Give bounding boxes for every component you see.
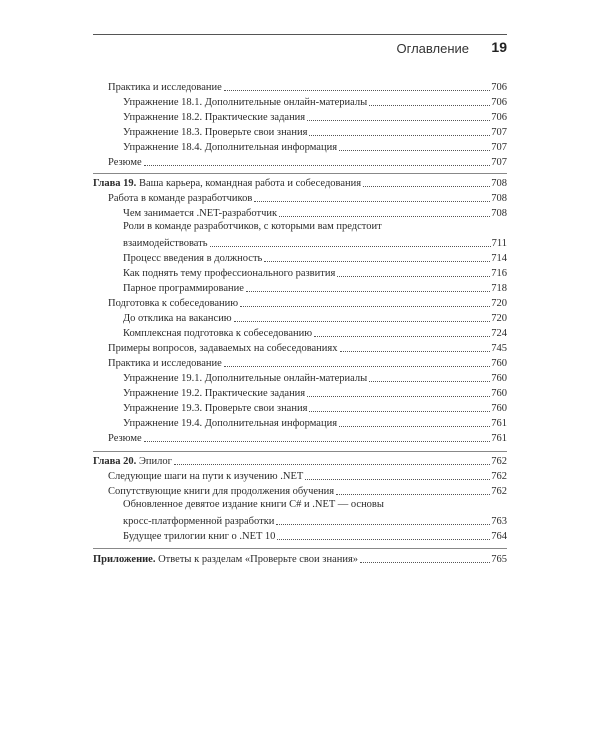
chapter-separator bbox=[93, 548, 507, 549]
toc-entry-ninth-edition-line1[interactable]: Обновленное девятое издание книги C# и .NET — основы bbox=[123, 499, 384, 510]
toc-entry-summary-18[interactable]: Резюме 707 bbox=[108, 157, 507, 168]
toc-entry-practice-18[interactable]: Практика и исследование 706 bbox=[108, 82, 507, 93]
chapter-separator bbox=[93, 173, 507, 174]
toc-entry-next-steps[interactable]: Следующие шаги на пути к изучению .NET 762 bbox=[108, 471, 507, 482]
toc-entry-exercise-19-1[interactable]: Упражнение 19.1. Дополнительные онлайн-материалы 760 bbox=[123, 373, 507, 384]
toc-entry-team[interactable]: Работа в команде разработчиков 708 bbox=[108, 193, 507, 204]
chapter-label: Глава 20. bbox=[93, 456, 137, 467]
toc-entry-before-apply[interactable]: До отклика на вакансию 720 bbox=[123, 313, 507, 324]
toc-entry-chapter-20[interactable]: Глава 20. Эпилог 762 bbox=[93, 456, 507, 467]
header-page-number: 19 bbox=[491, 39, 507, 55]
toc-entry-interview-prep[interactable]: Подготовка к собеседованию 720 bbox=[108, 298, 507, 309]
toc-entry-dotnet-developer[interactable]: Чем занимается .NET-разработчик 708 bbox=[123, 208, 507, 219]
toc-entry-exercise-19-2[interactable]: Упражнение 19.2. Практические задания 760 bbox=[123, 388, 507, 399]
toc-entry-summary-19[interactable]: Резюме 761 bbox=[108, 433, 507, 444]
toc-entry-appendix[interactable]: Приложение. Ответы к разделам «Проверьте свои знания» 765 bbox=[93, 554, 507, 565]
chapter-label: Глава 19. bbox=[93, 178, 137, 189]
toc-entry-practice-19[interactable]: Практика и исследование 760 bbox=[108, 358, 507, 369]
toc-entry-exercise-18-2[interactable]: Упражнение 18.2. Практические задания 706 bbox=[123, 112, 507, 123]
toc-entry-pair-programming[interactable]: Парное программирование 718 bbox=[123, 283, 507, 294]
toc-entry-chapter-19[interactable]: Глава 19. Ваша карьера, командная работа и собеседования 708 bbox=[93, 178, 507, 189]
toc-entry-roles-line1[interactable]: Роли в команде разработчиков, с которыми вам предстоит bbox=[123, 221, 382, 232]
toc-entry-exercise-18-4[interactable]: Упражнение 18.4. Дополнительная информация 707 bbox=[123, 142, 507, 153]
toc-entry-complex-prep[interactable]: Комплексная подготовка к собеседованию 724 bbox=[123, 328, 507, 339]
appendix-label: Приложение. bbox=[93, 554, 156, 565]
running-header bbox=[93, 34, 507, 61]
toc-entry-future-trilogy[interactable]: Будущее трилогии книг о .NET 10 764 bbox=[123, 531, 507, 542]
toc-entry-roles[interactable]: взаимодействовать 711 bbox=[123, 238, 507, 249]
toc-entry-companion-books[interactable]: Сопутствующие книги для продолжения обучения 762 bbox=[108, 486, 507, 497]
toc-entry-exercise-18-1[interactable]: Упражнение 18.1. Дополнительные онлайн-материалы 706 bbox=[123, 97, 507, 108]
toc-entry-growth[interactable]: Как поднять тему профессионального развития 716 bbox=[123, 268, 507, 279]
toc-entry-example-questions[interactable]: Примеры вопросов, задаваемых на собеседованиях 745 bbox=[108, 343, 507, 354]
toc-entry-exercise-19-3[interactable]: Упражнение 19.3. Проверьте свои знания 760 bbox=[123, 403, 507, 414]
toc-entry-onboarding[interactable]: Процесс введения в должность 714 bbox=[123, 253, 507, 264]
toc-entry-exercise-19-4[interactable]: Упражнение 19.4. Дополнительная информация 761 bbox=[123, 418, 507, 429]
chapter-separator bbox=[93, 451, 507, 452]
toc-entry-ninth-edition[interactable]: кросс-платформенной разработки 763 bbox=[123, 516, 507, 527]
toc-entry-exercise-18-3[interactable]: Упражнение 18.3. Проверьте свои знания 707 bbox=[123, 127, 507, 138]
header-title: Оглавление bbox=[396, 41, 469, 56]
